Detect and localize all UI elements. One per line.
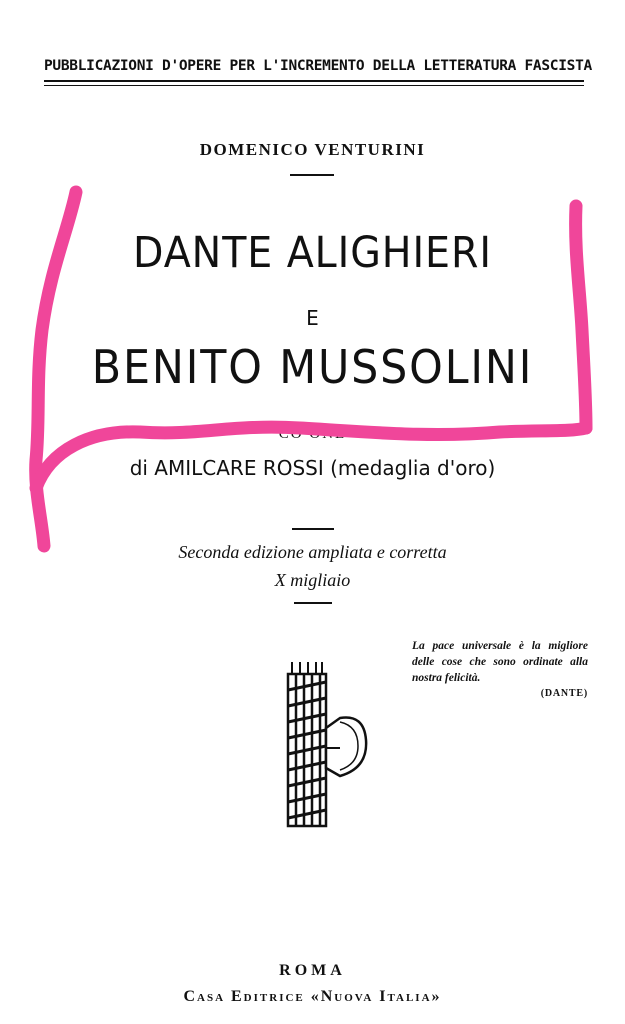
heading-rule-thin — [44, 85, 584, 86]
divider-rule — [292, 528, 334, 530]
print-run-line: X migliaio — [274, 570, 351, 590]
preface-partial-line: CO ONE — [278, 426, 347, 442]
divider-rule — [290, 174, 334, 176]
title-conjunction: E — [306, 306, 319, 330]
author-name: DOMENICO VENTURINI — [199, 140, 426, 159]
imprint-publisher: Casa Editrice «Nuova Italia» — [183, 988, 442, 1005]
series-heading: PUBBLICAZIONI D'OPERE PER L'INCREMENTO DELLA LETTERATURA FASCISTA — [44, 58, 592, 74]
epigraph-source: (DANTE) — [540, 688, 588, 699]
heading-rule-thick — [44, 80, 584, 82]
divider-rule — [294, 602, 332, 604]
fasces-icon — [282, 660, 382, 840]
imprint-city: ROMA — [279, 962, 346, 979]
epigraph-text: La pace universale è la migliore delle cose che sono ordinate alla nostra felicità. — [412, 640, 588, 684]
preface-author-line: di AMILCARE ROSSI (medaglia d'oro) — [129, 456, 496, 480]
title-line-1: DANTE ALIGHIERI — [133, 228, 492, 278]
edition-line: Seconda edizione ampliata e corretta — [178, 542, 447, 562]
title-line-2: BENITO MUSSOLINI — [91, 340, 534, 394]
